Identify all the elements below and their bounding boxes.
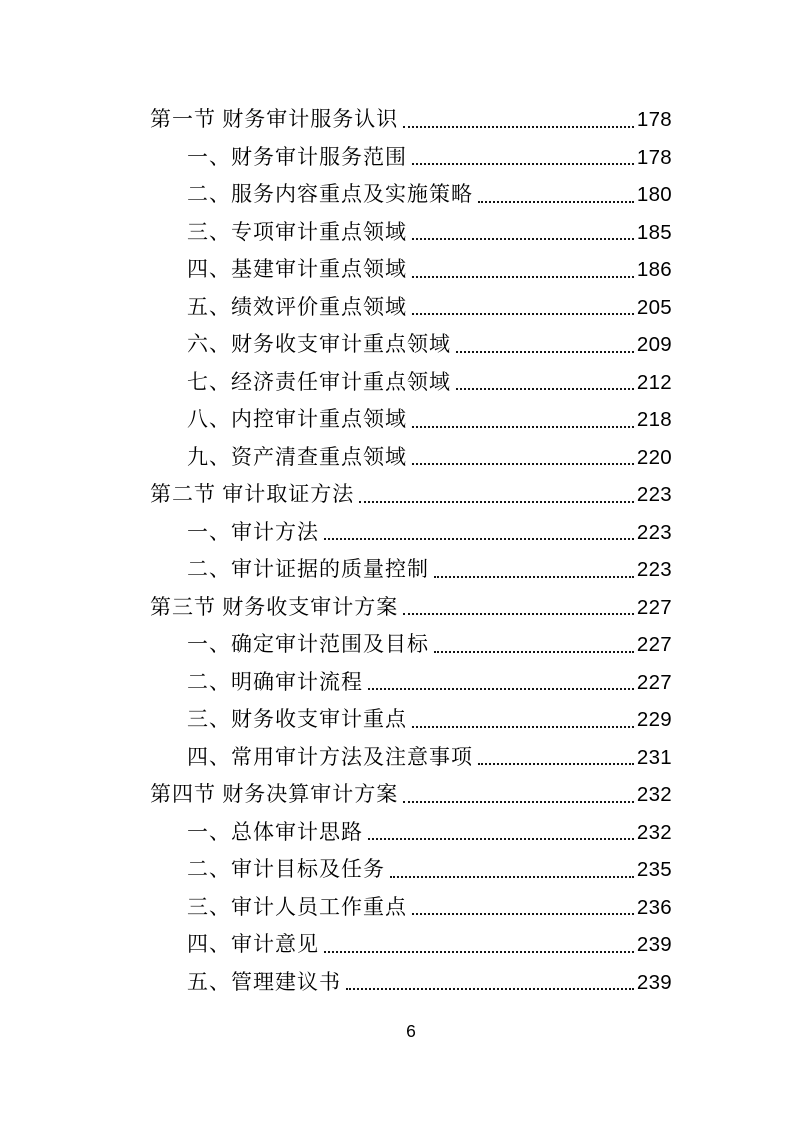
dot-leader [412,139,634,177]
toc-entry-page-number: 227 [636,633,672,656]
toc-entry-label: 四、基建审计重点领域 [187,257,407,281]
toc-entry[interactable] [150,626,672,664]
toc-entry[interactable] [150,964,672,1002]
dot-leader [403,776,634,814]
toc-entry-page-number: 239 [636,933,672,956]
page-footer [150,1021,672,1042]
dot-leader [412,289,634,327]
dot-leader [434,551,634,589]
toc-entry-page-number: 218 [636,408,672,431]
dot-leader [456,364,634,402]
toc-entry-page-number: 220 [636,445,672,469]
toc-entry[interactable] [150,889,672,927]
dot-leader [403,589,634,627]
toc-entry[interactable] [150,814,672,852]
dot-leader [412,251,634,289]
toc-entry-label: 二、审计目标及任务 [187,857,385,881]
toc-entry-page-number: 185 [636,220,672,244]
dot-leader [478,176,634,214]
toc-entry-page-number: 232 [636,783,672,806]
toc-entry[interactable] [150,514,672,552]
dot-leader [368,814,634,852]
toc-entry-page-number: 205 [636,295,672,319]
toc-entry[interactable] [150,589,672,627]
toc-entry[interactable] [150,551,672,589]
toc-entry-label: 第四节 财务决算审计方案 [150,782,399,806]
page-number: 6 [406,1021,416,1041]
toc-entry[interactable] [150,701,672,739]
toc-entry-label: 八、内控审计重点领域 [187,407,407,431]
dot-leader [478,739,634,777]
dot-leader [359,476,634,514]
toc-entry-label: 一、确定审计范围及目标 [187,632,429,656]
toc-entry-label: 二、服务内容重点及实施策略 [187,182,473,206]
toc-entry-page-number: 231 [636,745,672,769]
toc-entry-label: 六、财务收支审计重点领域 [187,332,451,356]
toc-entry-page-number: 178 [636,108,672,131]
toc-entry-label: 九、资产清查重点领域 [187,444,407,469]
toc-entry-page-number: 223 [636,483,672,506]
dot-leader [346,964,634,1002]
toc-entry-label: 一、总体审计思路 [187,819,363,844]
toc-entry[interactable] [150,439,672,477]
dot-leader [403,101,634,139]
dot-leader [412,214,634,252]
toc-entry-page-number: 236 [636,895,672,919]
toc-entry-label: 二、明确审计流程 [187,669,363,694]
toc-entry[interactable] [150,739,672,777]
toc-entry-page-number: 239 [636,970,672,994]
toc-entry[interactable] [150,364,672,402]
toc-entry-label: 一、审计方法 [187,519,319,544]
toc-entry-page-number: 223 [636,558,672,581]
toc-entry-label: 七、经济责任审计重点领域 [187,369,451,394]
toc-entry[interactable] [150,289,672,327]
toc-entry-page-number: 227 [636,670,672,694]
toc-entry[interactable] [150,851,672,889]
toc-entry-page-number: 223 [636,520,672,544]
toc-entry[interactable] [150,926,672,964]
dot-leader [456,326,634,364]
toc-entry[interactable] [150,139,672,177]
toc-entry-page-number: 235 [636,858,672,881]
toc-entry-page-number: 180 [636,183,672,206]
toc-entry-page-number: 229 [636,708,672,731]
toc-entry[interactable] [150,101,672,139]
toc-entry-page-number: 178 [636,145,672,169]
toc-entry-label: 三、财务收支审计重点 [187,707,407,731]
toc-entry[interactable] [150,776,672,814]
dot-leader [368,664,634,702]
toc-entry[interactable] [150,251,672,289]
dot-leader [412,889,634,927]
dot-leader [412,439,634,477]
toc-entry-label: 第一节 财务审计服务认识 [150,107,399,131]
toc-entry[interactable] [150,326,672,364]
toc-entry-page-number: 232 [636,820,672,844]
toc-entry-label: 五、绩效评价重点领域 [187,294,407,319]
toc-entry-label: 五、管理建议书 [187,969,341,994]
toc-entry-page-number: 186 [636,258,672,281]
toc-entry-label: 三、专项审计重点领域 [187,219,407,244]
dot-leader [324,926,634,964]
table-of-contents [150,101,672,1001]
dot-leader [412,401,634,439]
toc-entry[interactable] [150,476,672,514]
toc-entry-label: 一、财务审计服务范围 [187,144,407,169]
toc-entry-page-number: 227 [636,595,672,619]
dot-leader [324,514,634,552]
toc-entry-label: 三、审计人员工作重点 [187,894,407,919]
toc-entry[interactable] [150,664,672,702]
toc-entry-label: 第三节 财务收支审计方案 [150,594,399,619]
toc-entry[interactable] [150,176,672,214]
toc-entry-label: 第二节 审计取证方法 [150,482,355,506]
toc-entry-page-number: 209 [636,333,672,356]
dot-leader [412,701,634,739]
toc-entry-page-number: 212 [636,370,672,394]
toc-entry-label: 四、审计意见 [187,932,319,956]
toc-entry[interactable] [150,401,672,439]
toc-entry-label: 四、常用审计方法及注意事项 [187,744,473,769]
dot-leader [390,851,634,889]
dot-leader [434,626,634,664]
toc-entry-label: 二、审计证据的质量控制 [187,557,429,581]
toc-entry[interactable] [150,214,672,252]
